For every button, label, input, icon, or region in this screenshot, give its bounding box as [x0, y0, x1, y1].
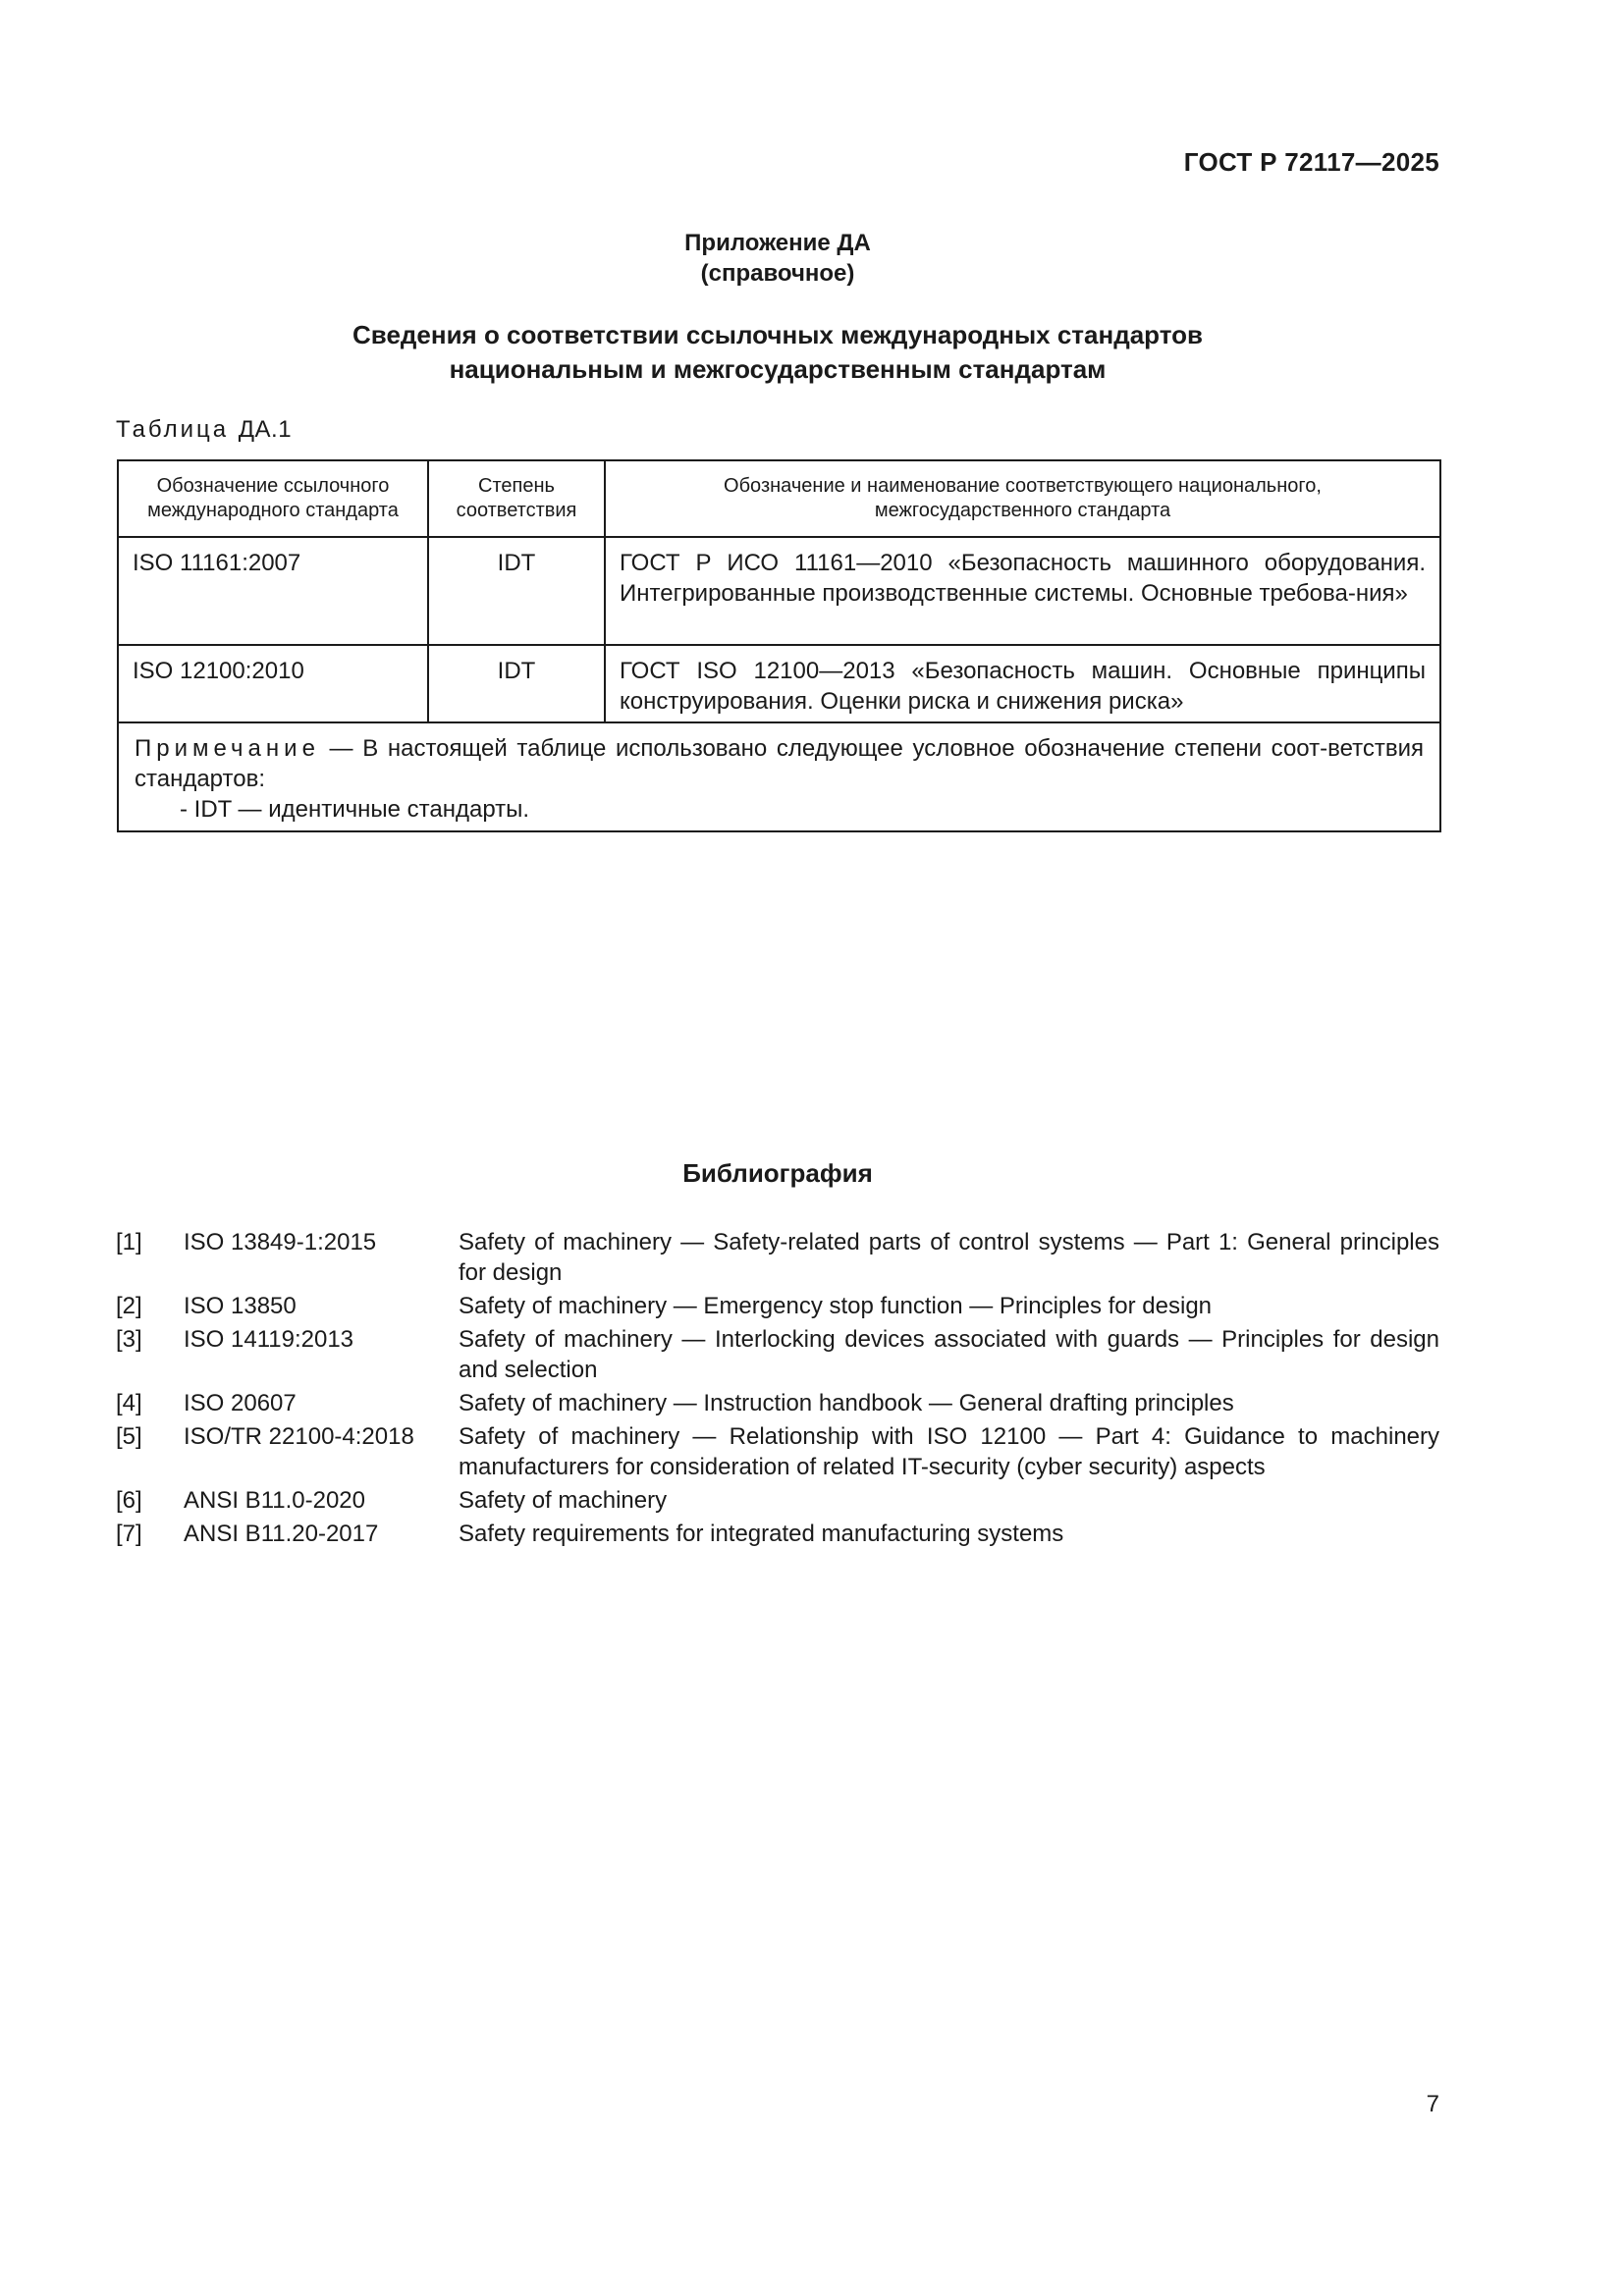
bib-code: ISO 14119:2013	[184, 1326, 354, 1353]
cell-national-standard: ГОСТ ISO 12100—2013 «Безопасность машин. Основные принципы конструирования. Оценки риска и снижения риска»	[605, 645, 1440, 722]
bibliography-list	[116, 1227, 1439, 1552]
bib-number: [3]	[116, 1326, 142, 1353]
bib-code: ANSI B11.20-2017	[184, 1521, 379, 1547]
bibliography-item	[116, 1291, 1439, 1321]
bib-number: [4]	[116, 1390, 142, 1416]
header-degree: Степень соответствия	[428, 460, 605, 537]
bib-title: Safety of machinery — Instruction handbook — General drafting principles	[459, 1390, 1234, 1416]
bib-code: ISO/TR 22100-4:2018	[184, 1423, 414, 1450]
bibliography-item	[116, 1485, 1439, 1516]
bib-number: [5]	[116, 1423, 142, 1450]
bib-title: Safety requirements for integrated manufacturing systems	[459, 1521, 1064, 1547]
table-caption-number: ДА.1	[238, 416, 293, 443]
correspondence-table	[117, 459, 1441, 832]
bib-title: Safety of machinery — Emergency stop function — Principles for design	[459, 1293, 1213, 1319]
bibliography-item	[116, 1388, 1439, 1418]
annex-title-line-2: национальным и межгосударственным стандартам	[449, 354, 1107, 384]
bib-number: [6]	[116, 1487, 142, 1514]
table-caption-word: Таблица	[116, 416, 230, 443]
note-item: - IDT — идентичные стандарты.	[180, 796, 530, 823]
bibliography-item	[116, 1324, 1439, 1385]
cell-degree: IDT	[428, 537, 605, 645]
table-note-row	[118, 722, 1440, 831]
bib-number: [2]	[116, 1293, 142, 1319]
bib-title: Safety of machinery — Relationship with ISO 12100 — Part 4: Guidance to machinery manufacturers for consideration of related IT-security (cyber security) aspects	[459, 1423, 1439, 1480]
note-text: — В настоящей таблице использовано следующее условное обозначение степени соот-ветствия стандартов:	[135, 735, 1424, 792]
cell-ref-standard: ISO 12100:2010	[118, 645, 428, 722]
page-number: 7	[1426, 2091, 1439, 2117]
table-row	[118, 537, 1440, 645]
bibliography-item	[116, 1519, 1439, 1549]
annex-title-line-1: Сведения о соответствии ссылочных международных стандартов	[352, 320, 1203, 349]
cell-ref-standard: ISO 11161:2007	[118, 537, 428, 645]
header-ref-standard: Обозначение ссылочного международного стандарта	[118, 460, 428, 537]
table-row	[118, 645, 1440, 722]
annex-kind: (справочное)	[700, 260, 855, 287]
bib-code: ISO 13849-1:2015	[184, 1229, 377, 1255]
bib-number: [7]	[116, 1521, 142, 1547]
bibliography-item	[116, 1421, 1439, 1482]
bib-code: ANSI B11.0-2020	[184, 1487, 366, 1514]
table-note	[118, 722, 1440, 831]
cell-national-standard: ГОСТ Р ИСО 11161—2010 «Безопасность машинного оборудования. Интегрированные производственные системы. Основные требова-ния»	[605, 537, 1440, 645]
cell-degree: IDT	[428, 645, 605, 722]
bibliography-title: Библиография	[682, 1158, 873, 1188]
bib-title: Safety of machinery — Interlocking devices associated with guards — Principles for design and selection	[459, 1326, 1439, 1383]
bib-number: [1]	[116, 1229, 142, 1255]
table-caption	[116, 416, 292, 444]
table-header-row	[118, 460, 1440, 537]
annex-label: Приложение ДА	[684, 230, 871, 256]
annex-title	[0, 318, 1555, 387]
annex-heading	[0, 228, 1555, 289]
note-label: Примечание	[135, 735, 320, 762]
header-national-standard: Обозначение и наименование соответствующего национального, межгосударственного стандарта	[605, 460, 1440, 537]
bib-title: Safety of machinery	[459, 1487, 668, 1514]
bib-title: Safety of machinery — Safety-related parts of control systems — Part 1: General principles for design	[459, 1229, 1439, 1286]
bib-code: ISO 20607	[184, 1390, 297, 1416]
bib-code: ISO 13850	[184, 1293, 297, 1319]
document-code: ГОСТ Р 72117—2025	[1183, 147, 1439, 177]
bibliography-item	[116, 1227, 1439, 1288]
